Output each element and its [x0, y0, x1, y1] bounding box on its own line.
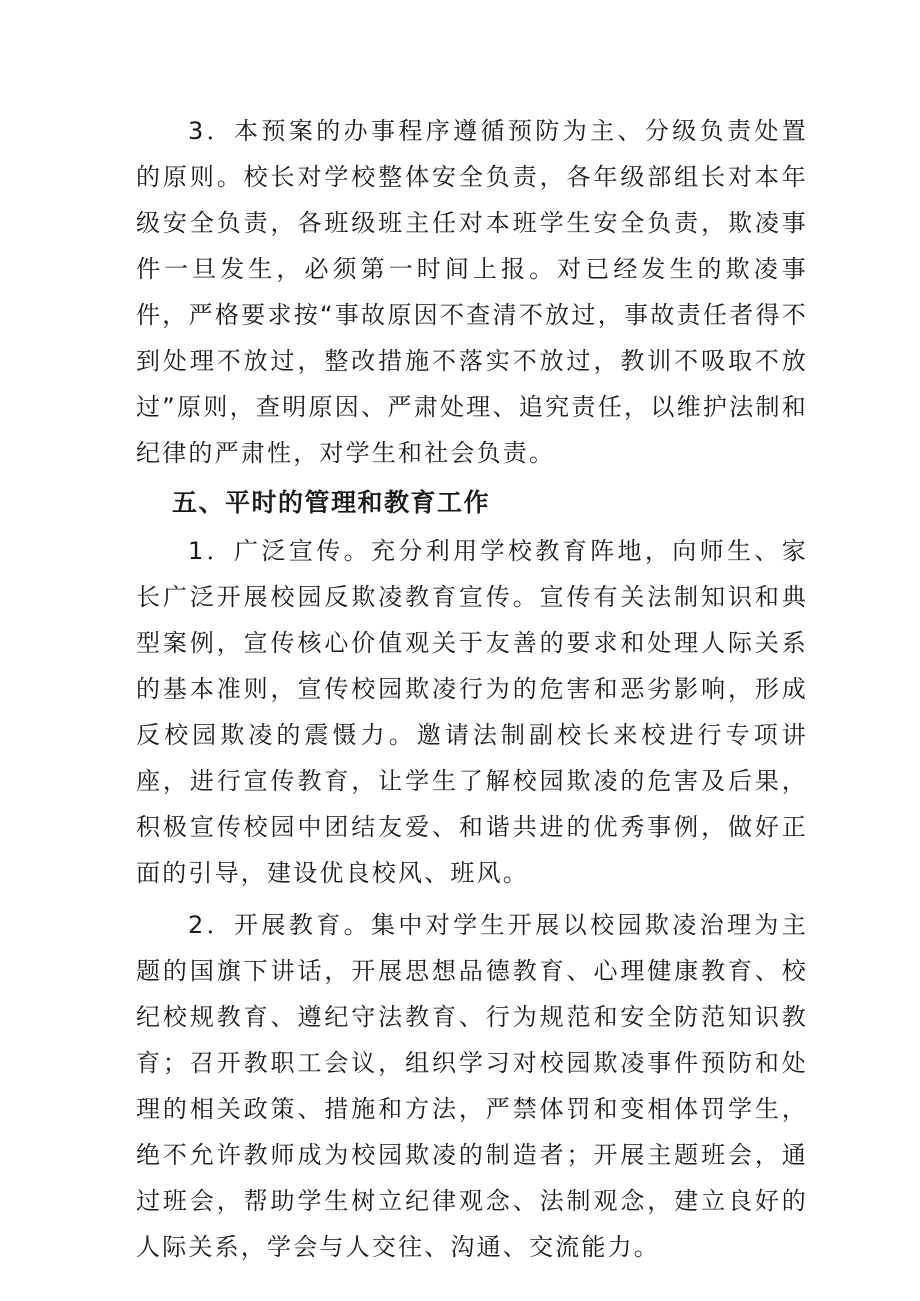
paragraph-5-1: 1．广泛宣传。充分利用学校教育阵地，向师生、家长广泛开展校园反欺凌教育宣传。宣传有关法制知识和典型案例，宣传核心价值观关于友善的要求和处理人际关系的基本准则，宣传校园欺凌行为的危害和恶劣影响，形成反校园欺凌的震慑力。邀请法制副校长来校进行专项讲座，进行宣传教育，让学生了解校园欺凌的危害及后果，积极宣传校园中团结友爱、和谐共进的优秀事例，做好正面的引导，建设优良校风、班风。: [136, 537, 808, 887]
paragraph-5-2: 2．开展教育。集中对学生开展以校园欺凌治理为主题的国旗下讲话，开展思想品德教育、心理健康教育、校纪校规教育、遵纪守法教育、行为规范和安全防范知识教育；召开教职工会议，组织学习对校园欺凌事件预防和处理的相关政策、措施和方法，严禁体罚和变相体罚学生，绝不允许教师成为校园欺凌的制造者；开展主题班会，通过班会，帮助学生树立纪律观念、法制观念，建立良好的人际关系，学会与人交往、沟通、交流能力。: [136, 911, 808, 1261]
document-body: [136, 108, 808, 1270]
paragraph-3: 3．本预案的办事程序遵循预防为主、分级负责处置的原则。校长对学校整体安全负责，各年级部组长对本年级安全负责，各班级班主任对本班学生安全负责，欺凌事件一旦发生，必须第一时间上报。对已经发生的欺凌事件，严格要求按“事故原因不查清不放过，事故责任者得不到处理不放过，整改措施不落实不放过，教训不吸取不放过”原则，查明原因、严肃处理、追究责任，以维护法制和纪律的严肃性，对学生和社会负责。: [136, 117, 808, 467]
section-5-heading: 五、平时的管理和教育工作: [172, 488, 491, 517]
